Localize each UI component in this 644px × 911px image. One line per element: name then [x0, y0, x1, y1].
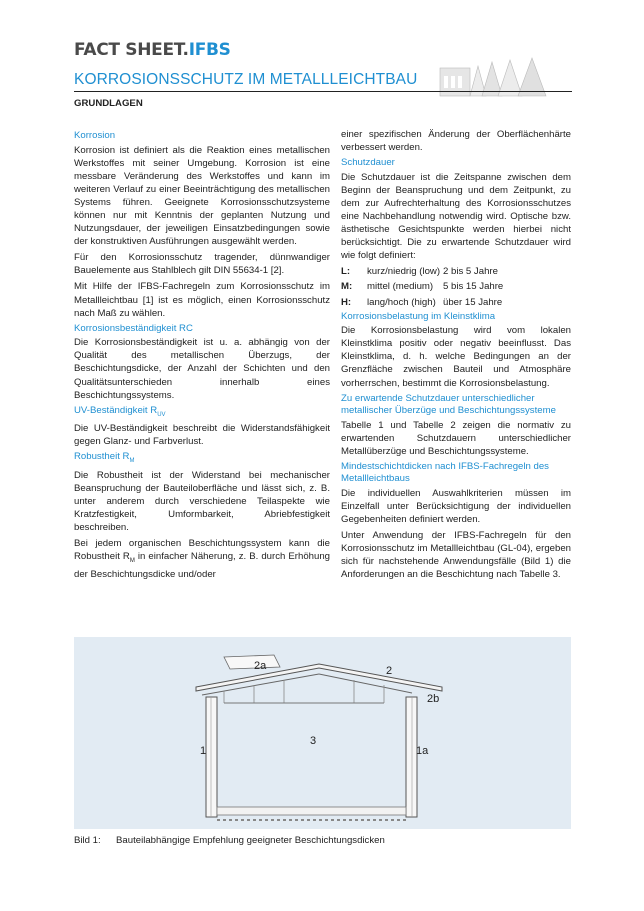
para-kleinstklima: Die Korrosionsbelastung wird vom lokalen Kleinstklima positiv oder negativ beeinflusst. Das Kleinstklima, d. h. welche Bedingungen an der Grenzfläche zwischen Bauteil und Atmosphäre vorherrschen, bestimmt die Korrosionsbelastung. [341, 325, 571, 389]
para-auswahlkriterien: Die individuellen Auswahlkriterien müssen im Einzelfall unter Berücksichtigung der individuellen Gegebenheiten definiert werden. [341, 487, 571, 526]
para-korrosion: Korrosion ist definiert als die Reaktion eines metallischen Werkstoffes mit seiner Umgebung. Korrosion ist eine messbare Veränderung des Werkstoffes und kann im weiteren Verlauf zu einer Beeinträchtigung des metallischen Systems führen. Geeignete Korrosionsschutzsysteme können nur mit Kenntnis der geplanten Nutzung und Nutzungsdauer, der jeweiligen Einsatzbedingungen sowie der konstruktiven Ausführungen ausgewählt werden. [74, 144, 330, 248]
section-title: GRUNDLAGEN [74, 98, 143, 109]
right-column [341, 128, 571, 585]
label-2a: 2a [254, 660, 267, 672]
label-2: 2 [386, 665, 393, 677]
duration-row-low: L: kurz/niedrig (low) 2 bis 5 Jahre [341, 266, 498, 278]
para-anwendung: Unter Anwendung der IFBS-Fachregeln für den Korrosionsschutz im Metallleichtbau (GL-04), ergeben sich für nachstehende Anwendungsfälle (Bild 1) die Anforderungen an die Beschichtung nach Tabelle 3. [341, 530, 571, 581]
heading-kleinstklima: Korrosionsbelastung im Kleinstklima [341, 310, 496, 322]
para-robustheit-2: Bei jedem organischen Beschichtungssystem kann die Robustheit $R_M$ in einfacher Näherung, z. B. durch Erhöhung der Beschichtungsdicke und/oder [74, 538, 330, 581]
left-column [74, 128, 330, 584]
heading-uv: UV-Beständigkeit $R_{UV}$ [74, 404, 166, 418]
brand-logo: FACT SHEET.IFBS [74, 40, 231, 60]
para-robustheit: Die Robustheit ist der Widerstand bei mechanischer Beanspruchung der Bauteiloberfläche und lässt sich, z. B. unter anderem durch verschiedene Teilaspekte wie Kratzfestigkeit, Umformbarkeit, Abriebfestigkeit beschreiben. [74, 469, 330, 534]
para-uv: Die UV-Beständigkeit beschreibt die Widerstandsfähigkeit gegen Glanz- und Farbverlust. [74, 423, 330, 448]
para-din: Für den Korrosionsschutz tragender, dünnwandiger Bauelemente aus Stahlblech gilt DIN 55634-1 [2]. [74, 252, 330, 277]
label-1a: 1a [416, 745, 429, 757]
para-schutzdauer: Die Schutzdauer ist die Zeitspanne zwischen dem Beginn der Beanspruchung und dem Zeitpunkt, zu dem zur Aufrechterhaltung des Korrosionsschutzes eine Nachbehandlung notwendig wird. Optische bzw. ästhetische Gesichtspunkte werden hierbei nicht berücksichtigt. Die zu erwartende Schutzdauer wird wie folgt definiert: [341, 171, 571, 262]
figure-caption: Bild 1: Bauteilabhängige Empfehlung geeigneter Beschichtungsdicken [74, 835, 385, 846]
building-section-drawing [74, 637, 571, 829]
page-title: KORROSIONSSCHUTZ IM METALLLEICHTBAU [74, 71, 418, 88]
label-2b: 2b [427, 693, 440, 705]
para-rc: Die Korrosionsbeständigkeit ist u. a. abhängig von der Qualität des metallischen Überzugs, der Beschichtungsdicke, der Anzahl der Schichten und den Qualitätsunterschieden innerhalb eines Beschichtungssystems. [74, 337, 330, 401]
heading-zu-erwartende-schutzdauer: Zu erwartende Schutzdauer unterschiedlicher metallischer Überzüge und Beschichtungssysteme [341, 392, 556, 417]
para-continued: einer spezifischen Änderung der Oberflächenhärte verbessert werden. [341, 129, 571, 154]
building-section-figure [74, 637, 571, 829]
para-fachregeln: Mit Hilfe der IFBS-Fachregeln zum Korrosionsschutz im Metallleichtbau [1] ist es möglich, einen Korrosionsschutz nach Maß zu wählen. [74, 281, 330, 319]
para-tabellen: Tabelle 1 und Tabelle 2 zeigen die normativ zu erwartenden Schutzdauern unterschiedlicher Metallüberzüge und Beschichtungssysteme. [341, 419, 571, 457]
heading-korrosion: Korrosion [74, 130, 116, 141]
label-1: 1 [200, 745, 207, 757]
heading-mindestschichtdicken: Mindestschichtdicken nach IFBS-Fachregeln des Metallleichtbaus [341, 460, 549, 485]
title-divider [74, 91, 572, 92]
heading-rc: Korrosionsbeständigkeit RC [74, 322, 193, 334]
heading-robustheit: Robustheit $R_M$ [74, 451, 135, 465]
label-3: 3 [310, 735, 317, 747]
duration-row-high: H: lang/hoch (high) über 15 Jahre [341, 296, 503, 308]
duration-row-medium: M: mittel (medium) 5 bis 15 Jahre [341, 281, 504, 293]
heading-schutzdauer: Schutzdauer [341, 157, 395, 169]
